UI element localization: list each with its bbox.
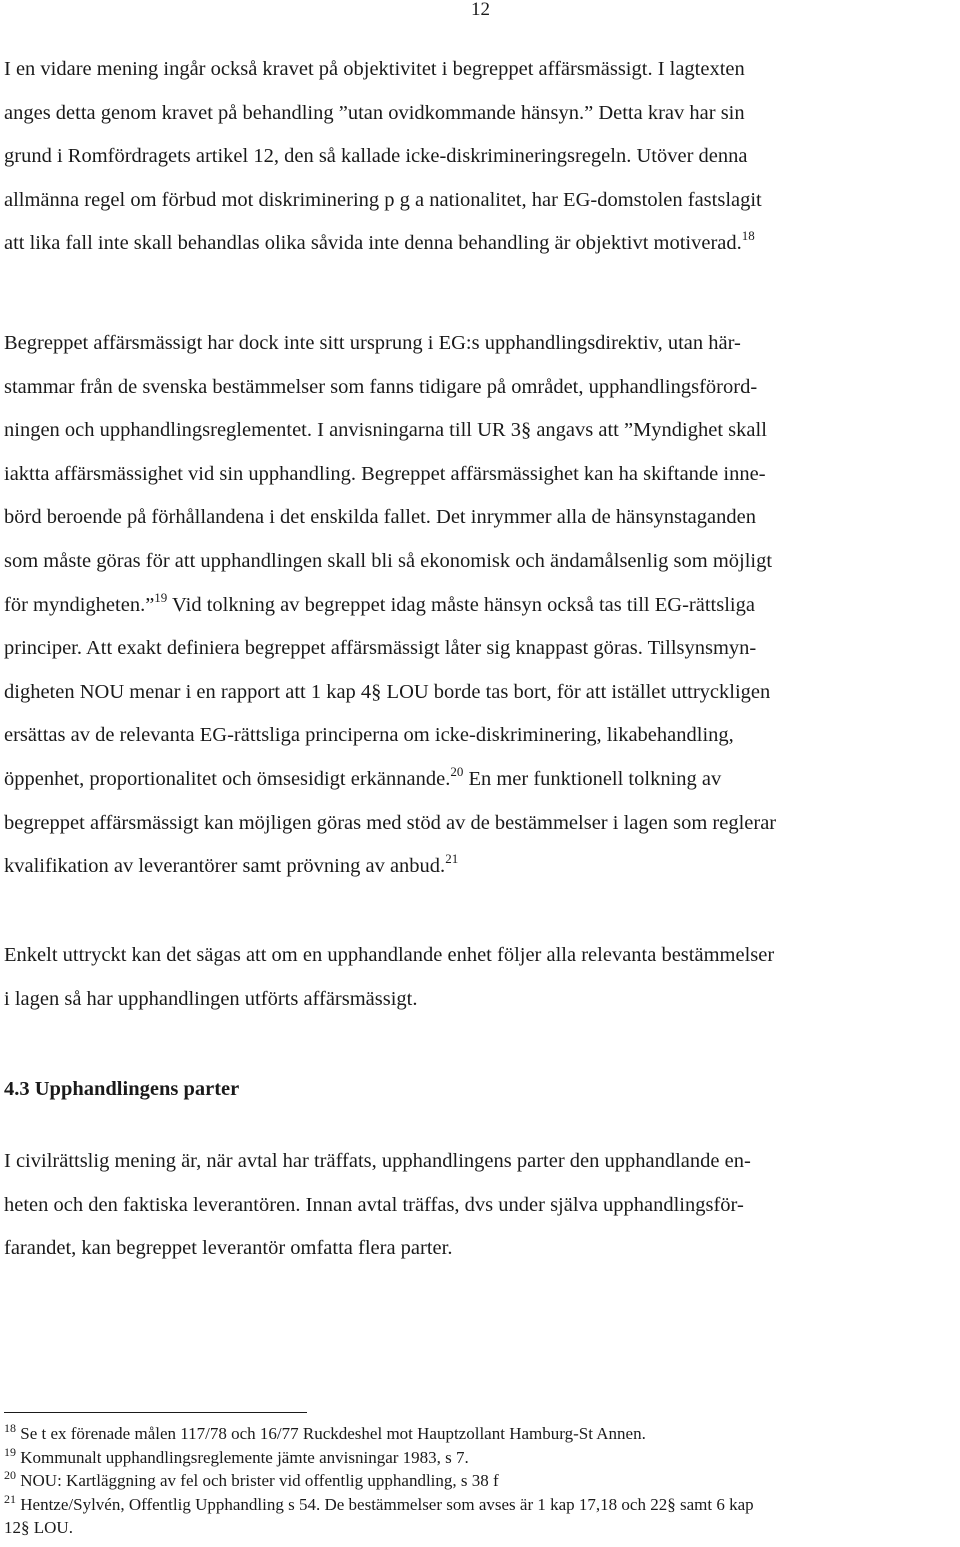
text-line [4, 222, 960, 266]
text-line: farandet, kan begreppet leverantör omfatta flera parter. [4, 1237, 453, 1260]
text-line: ningen och upphandlingsreglementet. I anvisningarna till UR 3§ angavs att ”Myndighet skall [4, 419, 767, 442]
footnote-ref-20: 20 [450, 763, 464, 779]
footnote-18 [4, 1422, 954, 1446]
footnotes [4, 1422, 954, 1540]
footnote-text: Se t ex förenade målen 117/78 och 16/77 Ruckdeshel mot Hauptzollant Hamburg-St Annen. [16, 1424, 646, 1443]
footnote-19 [4, 1446, 954, 1470]
text-line-content: öppenhet, proportionalitet och ömsesidigt erkännande. [4, 767, 451, 790]
paragraph-origin [4, 322, 960, 889]
text-line [4, 845, 960, 889]
text-line [4, 584, 960, 628]
text-line: Enkelt uttryckt kan det sägas att om en upphandlande enhet följer alla relevanta bestämmelser [4, 944, 775, 966]
text-line: I en vidare mening ingår också kravet på objektivitet i begreppet affärsmässigt. I lagtexten [4, 58, 745, 80]
text-line: I civilrättslig mening är, när avtal har träffats, upphandlingens parter den upphandlande en- [4, 1150, 751, 1172]
text-line: som måste göras för att upphandlingen skall bli så ekonomisk och ändamålsenlig som möjligt [4, 549, 773, 572]
text-line: Begreppet affärsmässigt har dock inte sitt ursprung i EG:s upphandlingsdirektiv, utan här- [4, 332, 741, 354]
text-line: digheten NOU menar i en rapport att 1 kap 4§ LOU borde tas bort, för att istället uttryckligen [4, 680, 771, 703]
footnote-ref-21: 21 [445, 851, 459, 867]
footnote-21-continuation: 12§ LOU. [4, 1518, 73, 1538]
text-line: stammar från de svenska bestämmelser som fanns tidigare på området, upphandlingsförord- [4, 375, 758, 398]
footnote-divider [4, 1412, 307, 1413]
footnote-text: NOU: Kartläggning av fel och brister vid offentlig upphandling, s 38 f [16, 1471, 499, 1491]
text-line: grund i Romfördragets artikel 12, den så kallade icke-diskrimineringsregeln. Utöver denna [4, 145, 748, 168]
footnote-text: Kommunalt upphandlingsreglemente jämte anvisningar 1983, s 7. [16, 1447, 469, 1467]
section-heading: 4.3 Upphandlingens parter [4, 1078, 240, 1100]
footnote-ref-19: 19 [154, 589, 168, 605]
footnote-number: 19 [4, 1444, 16, 1459]
footnote-20 [4, 1469, 954, 1493]
footnote-21 [4, 1493, 954, 1517]
text-line-content: Vid tolkning av begreppet idag måste hänsyn också tas till EG-rättsliga [167, 593, 755, 616]
paragraph-parties [4, 1140, 960, 1271]
text-line: heten och den faktiska leverantören. Innan avtal träffas, dvs under själva upphandlingsför- [4, 1193, 744, 1216]
text-line-content: för myndigheten.” [4, 593, 155, 616]
footnote-number: 18 [4, 1421, 16, 1435]
text-line: i lagen så har upphandlingen utförts affärsmässigt. [4, 987, 418, 1010]
footnote-number: 20 [4, 1468, 16, 1483]
text-line-content: att lika fall inte skall behandlas olika såvida inte denna behandling är objektivt motiverad. [4, 232, 742, 255]
page-number: 12 [471, 0, 490, 20]
text-line: anges detta genom kravet på behandling ”utan ovidkommande hänsyn.” Detta krav har sin [4, 101, 745, 124]
footnote-ref-18: 18 [741, 228, 755, 244]
text-line-content: kvalifikation av leverantörer samt prövning av anbud. [4, 855, 446, 878]
text-line [4, 758, 960, 802]
text-line: ersättas av de relevanta EG-rättsliga principerna om icke-diskriminering, likabehandling, [4, 724, 734, 747]
text-line-content: En mer funktionell tolkning av [463, 767, 722, 790]
paragraph-summary [4, 934, 960, 1021]
text-line: begreppet affärsmässigt kan möjligen göras med stöd av de bestämmelser i lagen som reglerar [4, 811, 777, 834]
footnote-number: 21 [4, 1491, 16, 1506]
text-line: börd beroende på förhållandena i det enskilda fallet. Det inrymmer alla de hänsynstaganden [4, 506, 756, 529]
footnote-text: Hentze/Sylvén, Offentlig Upphandling s 54. De bestämmelser som avses är 1 kap 17,18 och 22§ samt 6 kap [16, 1494, 754, 1514]
text-line: principer. Att exakt definiera begreppet affärsmässigt låter sig knappast göras. Tillsynsmyn- [4, 637, 757, 660]
text-line: allmänna regel om förbud mot diskriminering p g a nationalitet, har EG-domstolen fastslagit [4, 188, 762, 211]
paragraph-objectivity [4, 48, 960, 266]
text-line: iaktta affärsmässighet vid sin upphandling. Begreppet affärsmässighet kan ha skiftande inne- [4, 462, 766, 485]
